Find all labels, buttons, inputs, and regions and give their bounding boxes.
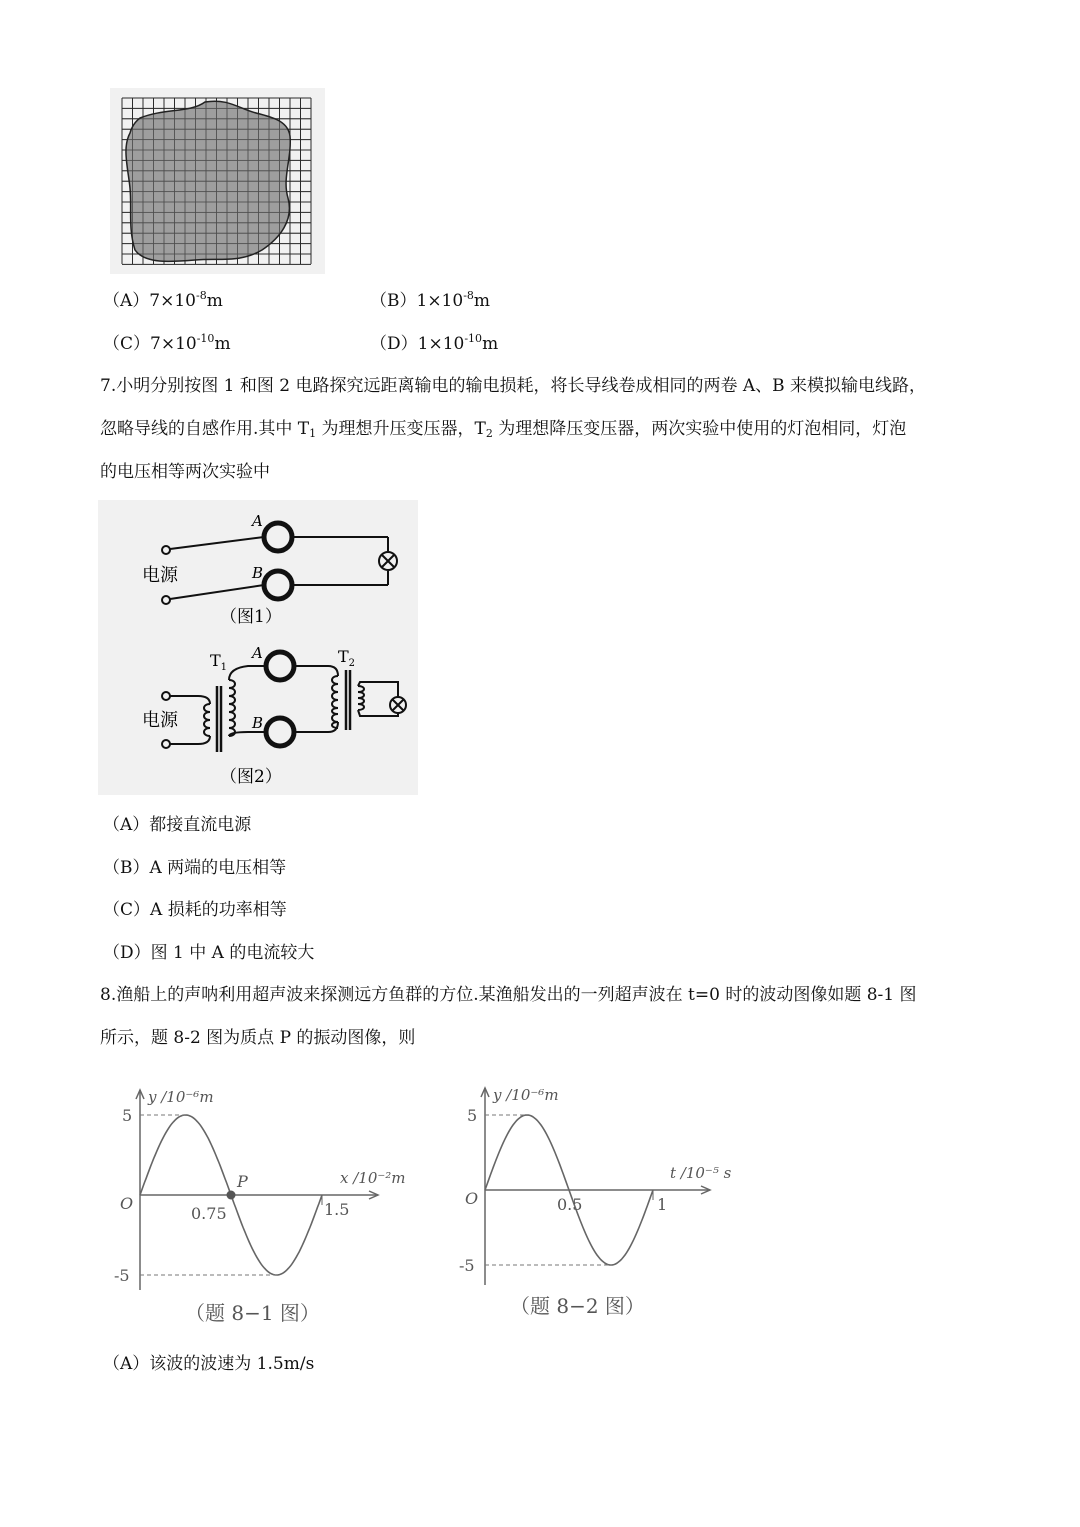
q6-option-d: $(D)1\times 10^{-10}m$ [370, 332, 499, 354]
q6-option-b: $(B)1\times 10^{-8}m$ [370, 289, 491, 311]
t2-label: $T_2$ [338, 647, 356, 669]
chart2-x-axis-label: t /10⁻⁵ s [670, 1164, 732, 1182]
caption-fig2: （图2） [220, 767, 282, 787]
q6-option-c: $(C)7\times 10^{-10}m$ [103, 332, 231, 354]
chart2-x-tick-mid: 0.5 [557, 1195, 583, 1214]
chart1-point-p-label: P [237, 1172, 248, 1191]
chart2-origin-label: O [465, 1189, 479, 1208]
q7-line-1: 7.小明分别按图 1 和图 2 电路探究远距离输电的输电损耗，将长导线卷成相同的两卷 A、B 来模拟输电线路， [100, 376, 927, 396]
chart1-point-p [227, 1191, 236, 1200]
chart2-x-tick-end: 1 [657, 1195, 668, 1214]
chart1-x-axis-label: x /10⁻²m [340, 1169, 406, 1187]
label-a-fig1: A [252, 512, 263, 530]
wave-charts [100, 1070, 760, 1340]
chart1-x-tick-mid: 0.75 [191, 1204, 227, 1223]
chart2-y-tick-max: 5 [467, 1106, 478, 1125]
q7-option-c: （C）A 损耗的功率相等 [103, 900, 287, 920]
caption-fig1: （图1） [220, 607, 282, 627]
q7-option-d: （D）图 1 中 A 的电流较大 [103, 943, 315, 963]
q6-option-a: $(A)7\times 10^{-8}m$ [103, 289, 223, 311]
t1-label: $T_1$ [210, 651, 228, 673]
oil-film-figure [110, 88, 325, 274]
q7-line-3: 的电压相等两次实验中 [100, 462, 270, 482]
circuit-diagrams [98, 500, 418, 795]
q7-option-a: （A）都接直流电源 [103, 815, 252, 835]
chart1-y-axis-label: y /10⁻⁶m [148, 1088, 214, 1106]
q8-line-1: 8.渔船上的声呐利用超声波来探测远方鱼群的方位.某渔船发出的一列超声波在 t=0 时的波动图像如题 8-1 图 [100, 985, 917, 1005]
chart1-y-tick-max: 5 [122, 1106, 133, 1125]
oil-film-grid [110, 88, 325, 274]
wave-charts-svg [100, 1070, 760, 1340]
chart2-y-tick-min: -5 [459, 1256, 475, 1275]
label-b-fig1: B [252, 564, 264, 582]
chart2-y-axis-label: y /10⁻⁶m [493, 1086, 559, 1104]
chart1-origin-label: O [120, 1194, 134, 1213]
q8-line-2: 所示，题 8-2 图为质点 P 的振动图像，则 [100, 1028, 416, 1048]
chart1-caption: （题 8−1 图） [185, 1301, 320, 1325]
chart1-x-tick-end: 1.5 [324, 1200, 350, 1219]
source-label-fig1: 电源 [142, 565, 178, 586]
circuit-figure [98, 500, 418, 795]
source-label-fig2: 电源 [142, 710, 178, 731]
chart2-caption: （题 8−2 图） [510, 1294, 645, 1318]
q7-option-b: （B）A 两端的电压相等 [103, 858, 287, 878]
q7-line-2: 忽略导线的自感作用.其中 $T_1$ 为理想升压变压器，$T_2$ 为理想降压变压器，两次实验中使用的灯泡相同，灯泡 [100, 419, 907, 440]
chart1-y-tick-min: -5 [114, 1266, 130, 1285]
q8-option-a: （A）该波的波速为 1.5m/s [103, 1354, 315, 1374]
label-b-fig2: B [252, 714, 264, 732]
label-a-fig2: A [252, 644, 263, 662]
